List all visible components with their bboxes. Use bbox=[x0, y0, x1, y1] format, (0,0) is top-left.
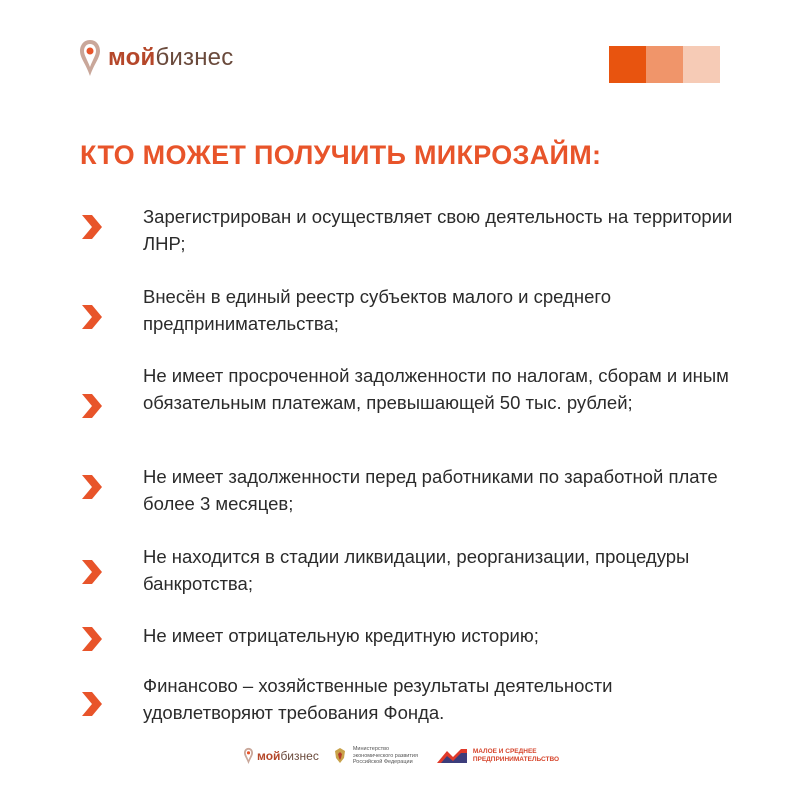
logo-text-part2: бизнес bbox=[155, 44, 234, 71]
chevron-right-icon bbox=[80, 303, 104, 331]
footer-ministry-logo bbox=[331, 746, 423, 766]
moy-biznes-logo bbox=[78, 38, 233, 78]
list-item-text: Зарегистрирован и осуществляет свою деятельность на территории ЛНР; bbox=[143, 206, 733, 254]
footer-logo-part2: бизнес bbox=[280, 748, 319, 763]
chevron-right-icon bbox=[80, 558, 104, 586]
list-item-text: Финансово – хозяйственные результаты деятельности удовлетворяют требования Фонда. bbox=[143, 675, 613, 723]
footer-msp-text: МАЛОЕ И СРЕДНЕЕ ПРЕДПРИНИМАТЕЛЬСТВО bbox=[472, 748, 560, 763]
chevron-right-icon bbox=[80, 213, 104, 241]
chevron-right-icon bbox=[80, 392, 104, 420]
footer-msp-logo bbox=[435, 747, 573, 765]
coat-of-arms-icon bbox=[331, 747, 349, 765]
logo-text-part1: мой bbox=[108, 44, 156, 71]
list-item-text: Не имеет задолженности перед работниками по заработной плате более 3 месяцев; bbox=[143, 466, 718, 514]
msp-emblem-icon bbox=[435, 747, 469, 765]
footer-logo-wordmark bbox=[257, 749, 319, 763]
list-item-text: Не имеет просроченной задолженности по налогам, сборам и иным обязательным платежам, превышающей 50 тыс. рублей; bbox=[143, 365, 729, 413]
location-pin-icon bbox=[78, 38, 102, 78]
location-pin-icon bbox=[243, 747, 254, 765]
footer-logos bbox=[243, 746, 573, 766]
footer-logo-part1: мой bbox=[257, 748, 281, 763]
page-title: КТО МОЖЕТ ПОЛУЧИТЬ МИКРОЗАЙМ: bbox=[80, 140, 602, 170]
footer-ministry-text: Министерство экономического развития Российской Федерации bbox=[352, 746, 418, 765]
list-item-text: Не находится в стадии ликвидации, реорганизации, процедуры банкротства; bbox=[143, 546, 690, 594]
logo-wordmark bbox=[108, 46, 233, 70]
color-swatches bbox=[609, 46, 720, 83]
chevron-right-icon bbox=[80, 625, 104, 653]
chevron-right-icon bbox=[80, 690, 104, 718]
list-item-text: Не имеет отрицательную кредитную историю; bbox=[143, 625, 539, 646]
swatch-dark bbox=[609, 46, 646, 83]
footer-moy-biznes-logo bbox=[243, 747, 319, 765]
swatch-light bbox=[683, 46, 720, 83]
chevron-right-icon bbox=[80, 473, 104, 501]
swatch-medium bbox=[646, 46, 683, 83]
list-item-text: Внесён в единый реестр субъектов малого и среднего предпринимательства; bbox=[143, 286, 611, 334]
